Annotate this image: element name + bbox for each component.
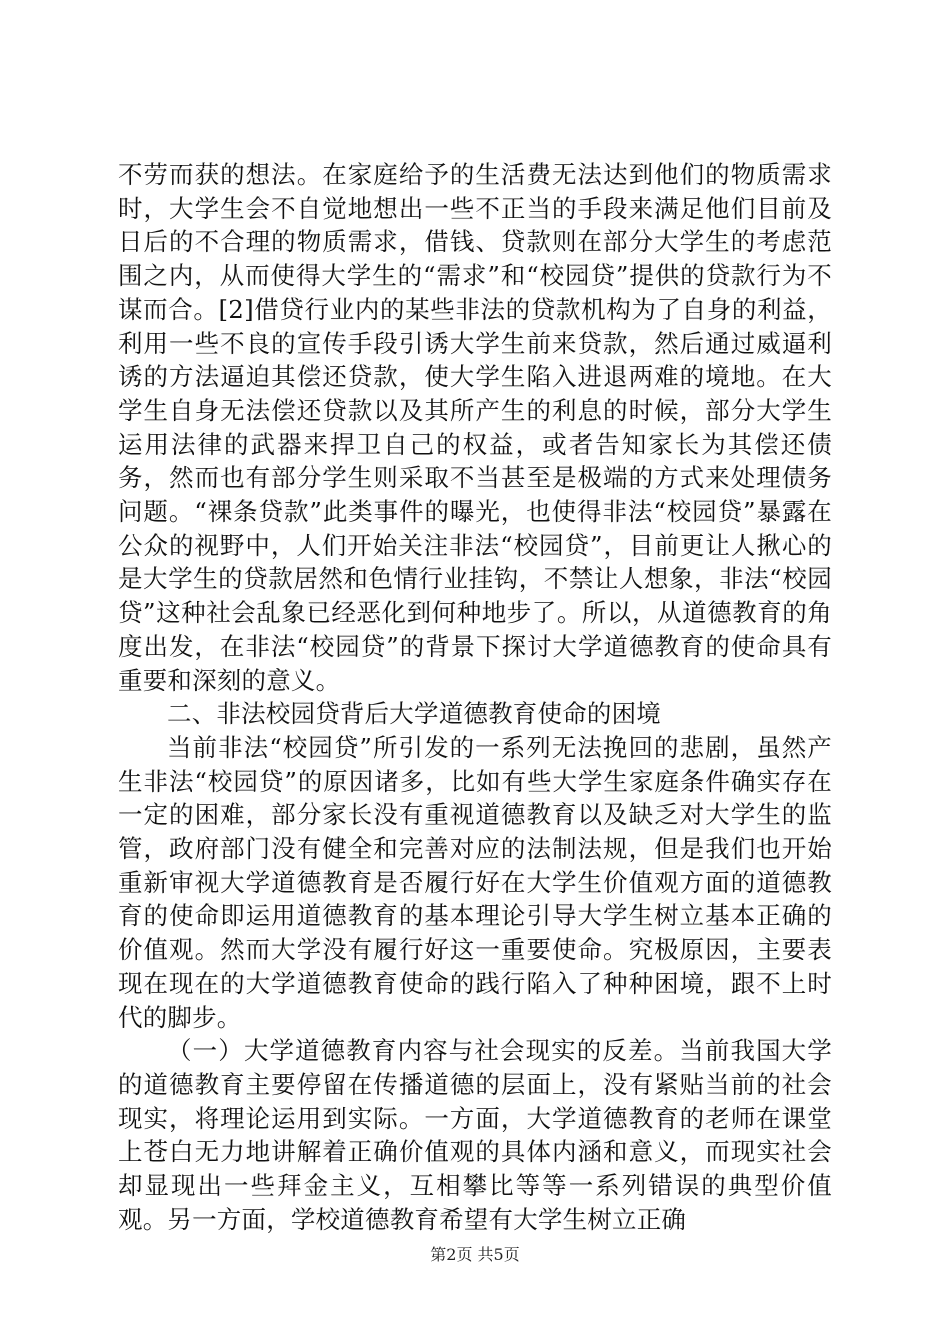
paragraph: 当前非法“校园贷”所引发的一系列无法挽回的悲剧，虽然产生非法“校园贷”的原因诸多，比如有些大学生家庭条件确实存在一定的困难，部分家长没有重视道德教育以及缺乏对大学生的监管，政府部门没有健全和完善对应的法制法规，但是我们也开始重新审视大学道德教育是否履行好在大学生价值观方面的道德教育的使命即运用道德教育的基本理论引导大学生树立基本正确的价值观。然而大学没有履行好这一重要使命。究极原因，主要表现在现在的大学道德教育使命的践行陷入了种种困境，跟不上时代的脚步。: [118, 732, 832, 1032]
paragraph: （一）大学道德教育内容与社会现实的反差。当前我国大学的道德教育主要停留在传播道德的层面上，没有紧贴当前的社会现实，将理论运用到实际。一方面，大学道德教育的老师在课堂上苍白无力地讲解着正确价值观的具体内涵和意义，而现实社会却显现出一些拜金主义，互相攀比等等一系列错误的典型价值观。另一方面，学校道德教育希望有大学生树立正确: [118, 1036, 832, 1234]
section-heading: 二、非法校园贷背后大学道德教育使命的困境: [167, 699, 661, 729]
page-footer: 第2页 共5页: [430, 1245, 520, 1264]
document-body: [118, 158, 832, 1237]
paragraph-continuation: 不劳而获的想法。在家庭给予的生活费无法达到他们的物质需求时，大学生会不自觉地想出一些不正当的手段来满足他们目前及日后的不合理的物质需求，借钱、贷款则在部分大学生的考虑范围之内，从而使得大学生的“需求”和“校园贷”提供的贷款行为不谋而合。[2]借贷行业内的某些非法的贷款机构为了自身的利益，利用一些不良的宣传手段引诱大学生前来贷款，然后通过威逼利诱的方法逼迫其偿还贷款，使大学生陷入进退两难的境地。在大学生自身无法偿还贷款以及其所产生的利息的时候，部分大学生运用法律的武器来捍卫自己的权益，或者告知家长为其偿还债务，然而也有部分学生则采取不当甚至是极端的方式来处理债务问题。“裸条贷款”此类事件的曝光，也使得非法“校园贷”暴露在公众的视野中，人们开始关注非法“校园贷”，目前更让人揪心的是大学生的贷款居然和色情行业挂钩，不禁让人想象，非法“校园贷”这种社会乱象已经恶化到何种地步了。所以，从道德教育的角度出发，在非法“校园贷”的背景下探讨大学道德教育的使命具有重要和深刻的意义。: [118, 160, 832, 695]
